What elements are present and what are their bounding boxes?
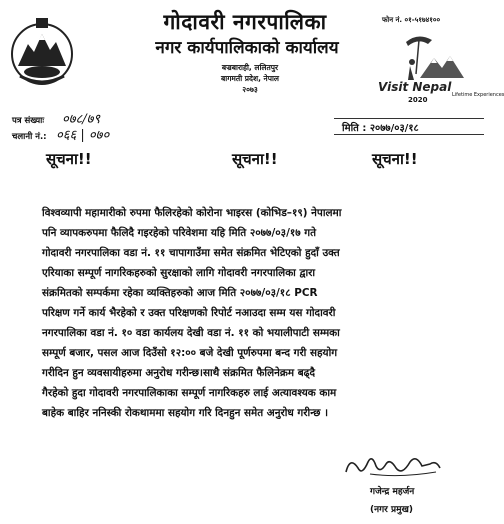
notice-heading: सूचना!! bbox=[372, 150, 418, 168]
address-line-2: बागमती प्रदेश, नेपाल bbox=[220, 74, 280, 83]
body-line: नगरपालिका वडा नं. १० वडा कार्यलय देखी वडा नं. ११ को भयालीपाटी सम्मका bbox=[42, 327, 340, 339]
body-line: गरीदिन हुन व्यवसायीहरुमा अनुरोध गरीन्छ।साथै संक्रमित फैलिनेक्रम बढ्दै bbox=[42, 367, 316, 379]
municipality-name: गोदावरी नगरपालिका bbox=[163, 10, 327, 34]
body-line: परिक्षण गर्ने कार्य भैरहेको र उक्त परिक्षणको रिपोर्ट नआउदा सम्म यस गोदावरी bbox=[42, 307, 336, 319]
nepal-emblem-icon bbox=[10, 14, 74, 88]
body-line: बाहेक बाहिर ननिस्की रोकथाममा सहयोग गरि दिनहुन समेत अनुरोध गरीन्छ । bbox=[42, 407, 329, 419]
body-line: गोदावरी नगरपालिका वडा नं. ११ चापागाउँमा समेत संक्रमित भेटिएको हुदाँ उक्त bbox=[42, 247, 340, 259]
address-line-3: २०७३ bbox=[242, 85, 258, 94]
address-line-1: बज्रबाराही, ललितपुर bbox=[221, 63, 279, 72]
visit-nepal-text: Visit Nepal bbox=[378, 80, 452, 94]
signature bbox=[340, 450, 460, 480]
body-line: संक्रमितको सम्पर्कमा रहेका व्यक्तिहरुको आज मिति २०७७/०३/१८ PCR bbox=[42, 287, 318, 299]
visit-nepal-tagline: Lifetime Experiences bbox=[452, 92, 504, 98]
body-line: गैरहेको हुदा गोदावरी नगरपालिकाका सम्पूर्ण नागरिकहरु लाई अत्यावश्यक काम bbox=[42, 387, 337, 399]
date: मिति : २०७७/०३/१८ bbox=[342, 123, 419, 134]
letter-number-label: पत्र संख्याः bbox=[12, 116, 45, 126]
dispatch-number-value: ०६६ | ०७० bbox=[56, 128, 110, 143]
dispatch-number-label: चलानी नं.: bbox=[12, 132, 47, 142]
letter-number-value: ०७८/७९ bbox=[62, 112, 101, 127]
notice-heading: सूचना!! bbox=[232, 150, 278, 168]
office-name: नगर कार्यपालिकाको कार्यालय bbox=[155, 38, 339, 58]
body-line: सम्पूर्ण बजार, पसल आज दिउँसो १२:०० बजे देखी पूर्णरुपमा बन्द गरी सहयोग bbox=[42, 347, 338, 359]
body-line: विश्वव्यापी महामारीको रुपमा फैलिरहेको कोरोना भाइरस (कोभिड–१९) नेपालमा bbox=[42, 207, 342, 219]
visit-nepal-year: 2020 bbox=[408, 96, 428, 104]
signatory-name: गजेन्द्र महर्जन bbox=[370, 487, 415, 497]
signatory-title: (नगर प्रमुख) bbox=[370, 505, 413, 515]
body-line: पनि व्यापकरुपमा फैलिदै गइरहेको परिवेशमा यहि मिति २०७७/०३/१७ गते bbox=[42, 227, 317, 239]
phone-number: फोन नं. ०१-५१७४१०० bbox=[382, 16, 441, 24]
notice-heading: सूचना!! bbox=[46, 150, 92, 168]
body-line: एरियाका सम्पूर्ण नागरिकहरुको सुरक्षाको लागि गोदावरी नगरपालिका द्वारा bbox=[42, 267, 316, 279]
